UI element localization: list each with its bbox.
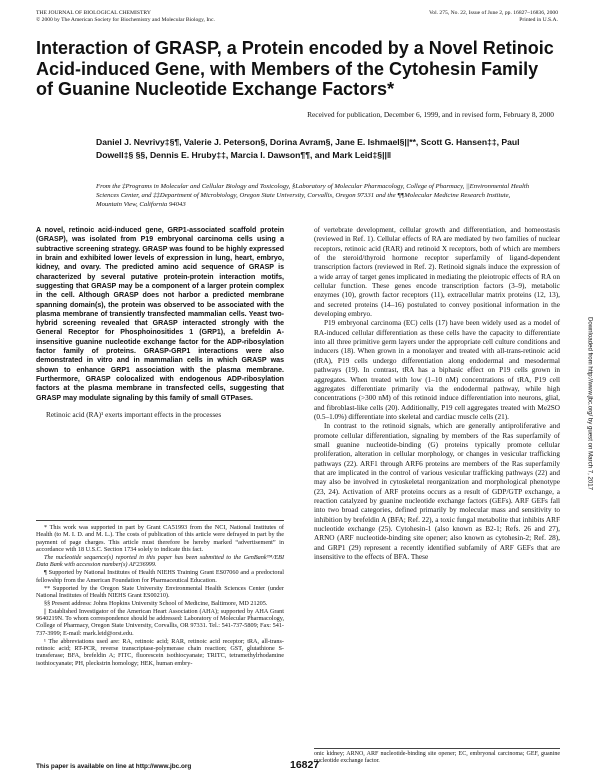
intro-paragraph: Retinoic acid (RA)¹ exerts important effects in the processes — [46, 410, 222, 419]
body-paragraph: of vertebrate development, cellular growth and differentiation, and homeostasis (reviewed in Ref. 1). Cellular effects of RA are mediated by two families of nuclear receptors, retinoic acid (RAR) and retinoid X receptors, both of which are members of the steroid/thyroid hormone receptor superfamily of ligand-dependent transcription factors (reviewed in Ref. 2). Retinoid signals induce the expression of a wide array of target genes implicated in mediating the pleiotropic effects of RA on cellular function. These genes encode transcription factors (3–9), metabolic enzymes (10), growth factor receptors (11), extracellular matrix proteins (12, 13), and secreted proteins (14–16) postulated to convey positional information in the developing embryo. — [314, 226, 560, 319]
volume-info: Vol. 275, No. 22, Issue of June 2, pp. 16827–16836, 2000 — [428, 10, 558, 16]
journal-header-right — [429, 10, 558, 24]
body-paragraph: P19 embryonal carcinoma (EC) cells (17) have been widely used as a model of RA-induced cellular differentiation as these cells have the capacity to differentiate into all three primitive germ layers under the appropriate cell culture conditions and inducers (18). When grown in a monolayer and treated with all-trans-retinoic acid (tRA), P19 cells undergo differentiation along endodermal and mesodermal pathways (19). In contrast, tRA has a biphasic effect on P19 cells grown in aggregates. When treated with low (1–10 nM) concentrations of tRA, P19 cell aggregates differentiate primarily via the endodermal pathway, while high concentrations (>300 nM) of this retinoid induce differentiation into neurons, glial, and fibroblast-like cells (20). Additionally, P19 cell aggregates treated with Me2SO (0.5–1.0%) differentiate into skeletal and cardiac muscle cells (21). — [314, 319, 560, 421]
footnote: ¹ The abbreviations used are: RA, retinoic acid; RAR, retinoic acid receptor; tRA, all-trans-retinoic acid; RT-PCR, reverse transcriptase-polymerase chain reaction; GST, glutathione S-transferase; BFA, brefeldin A; FITC, fluorescein isothiocyanate; TRITC, tetramethylrhodamine isothiocyanate; PH, pleckstrin homology; HEK, human embry- — [36, 637, 284, 667]
footnote: * This work was supported in part by Grant CA51993 from the NCI, National Institutes of Health (to M. I. D. and M. L.). The costs of publication of this article were defrayed in part by the payment of page charges. This article must therefore be hereby marked “advertisement” in accordance with 18 U.S.C. Section 1734 solely to indicate this fact. — [36, 524, 284, 554]
footnote: §§ Present address: Johns Hopkins University School of Medicine, Baltimore, MD 21205. — [44, 599, 268, 607]
right-footnote: onic kidney; ARNO, ARF nucleotide-binding site opener; EC, embryonal carcinoma; GEF, guanine nucleotide exchange factor. — [314, 748, 560, 765]
printed-in: Printed in U.S.A. — [519, 17, 558, 23]
download-watermark — [576, 200, 594, 620]
abstract: A novel, retinoic acid-induced gene, GRP1-associated scaffold protein (GRASP), was isolated from P19 embryonal carcinoma cells using a subtractive screening strategy. GRASP was found to be highly expressed in brain and exhibited lower levels of expression in lung, heart, embryo, kidney, and ovary. The predicted amino acid sequence of GRASP is characterized by several putative protein-protein interaction motifs, suggesting that GRASP may be a component of a larger protein complex in the cell. Although GRASP does not harbor a predicted membrane spanning domain(s), the protein was observed to be associated with the plasma membrane of transiently transfected mammalian cells. Yeast two-hybrid screening revealed that GRASP interacted strongly with the General Receptor for Phosphoinositides 1 (GRP1), a brefeldin A-insensitive guanine nucleotide exchange factor for the ADP-ribosylation factor family of proteins. GRASP-GRP1 interactions were also demonstrated in vitro and in mammalian cells in which GRASP was shown to enhance GRP1 association with the plasma membrane. Furthermore, GRASP colocalized with endogenous ADP-ribosylation factors at the plasma membrane in transfected cells, suggesting that GRASP may modulate signaling by this family of small GTPases. — [36, 227, 284, 402]
right-column — [314, 226, 560, 562]
download-note: Downloaded from http://www.jbc.org/ by guest on March 7, 2017 — [586, 316, 594, 491]
footnote: ¶ Supported by National Institutes of Health NIEHS Training Grant ES07060 and a predoctoral fellowship from the American Foundation for Pharmaceutical Education. — [36, 569, 284, 584]
article-title: Interaction of GRASP, a Protein encoded by a Novel Retinoic Acid-induced Gene, with Members of the Cytohesin Family of Guanine Nucleotide Exchange Factors* — [36, 38, 554, 99]
left-column — [36, 226, 284, 420]
affiliations: From the ‡Programs in Molecular and Cellular Biology and Toxicology, §Laboratory of Molecular Pharmacology, College of Pharmacy, ||Environmental Health Sciences Center, and ‡‡Department of Microbiology, Oregon State University, Corvallis, Oregon 97331 and the ¶¶Molecular Medicine Research Institute, Mountain View, California 94043 — [96, 183, 530, 208]
footnotes — [36, 520, 284, 668]
footnote: The nucleotide sequence(s) reported in this paper has been submitted to the GenBank™/EBI Data Bank with accession number(s) AF236999. — [36, 553, 284, 569]
body-paragraph: In contrast to the retinoid signals, which are generally antiproliferative and promote cellular differentiation, signaling by members of the Ras superfamily of small guanine nucleotide-binding (G) proteins typically promote cellular proliferation, alteration in cellular morphology, or changes in vesicular trafficking pathways (22). ARF1 through ARF6 proteins are members of the Ras superfamily that are implicated in the control of various vesicular trafficking pathways (22) and may also be involved in cytoskeletal reorganization and morphological phenotype (23, 24). Activation of ARF proteins occurs as a result of GDP/GTP exchange, a reaction catalyzed by guanine nucleotide exchange factors (GEFs). ARF GEFs fall into two broad categories, defined primarily by molecular mass and sensitivity to inhibition by brefeldin A (BFA; Ref. 22), a toxic fungal metabolite that inhibits ARF nucleotide exchange (25). Cytohesin-1 (also known as B2-1; Refs. 26 and 27), ARNO (ARF nucleotide-binding site opener; also known as cytohesin-2; Ref. 28), and GRP1 (29) represent a recently identified subfamily of ARF GEFs that are insensitive to the effects of BFA. These — [314, 422, 560, 562]
journal-name: THE JOURNAL OF BIOLOGICAL CHEMISTRY — [36, 10, 151, 16]
page-number: 16827 — [290, 759, 320, 771]
footnote: ** Supported by the Oregon State University Environmental Health Sciences Center (under National Institutes of Health NIEHS Grant ES00210). — [36, 584, 284, 599]
online-availability: This paper is available on line at http://www.jbc.org — [36, 763, 192, 770]
footnote: || Established Investigator of the American Heart Association (AHA); supported by AHA Grant 9640219N. To whom correspondence should be addressed: Laboratory of Molecular Pharmacology, College of Pharmacy, Oregon State University, Corvallis, OR 97331. Tel.: 541-737-5809; Fax: 541-737-3999; E-mail: mark.leid@orst.edu. — [36, 607, 284, 637]
copyright-line: © 2000 by The American Society for Biochemistry and Molecular Biology, Inc. — [36, 17, 215, 23]
author-list: Daniel J. Nevrivy‡§¶, Valerie J. Peterson§, Dorina Avram§, Jane E. Ishmael§||**, Scott G. Hansen‡‡, Paul Dowell‡§ §§, Dennis E. Hruby‡‡, Marcia I. Dawson¶¶, and Mark Leid‡§||‖ — [96, 137, 520, 160]
received-date: Received for publication, December 6, 1999, and in revised form, February 8, 2000 — [307, 110, 554, 119]
journal-header-left — [36, 10, 215, 24]
